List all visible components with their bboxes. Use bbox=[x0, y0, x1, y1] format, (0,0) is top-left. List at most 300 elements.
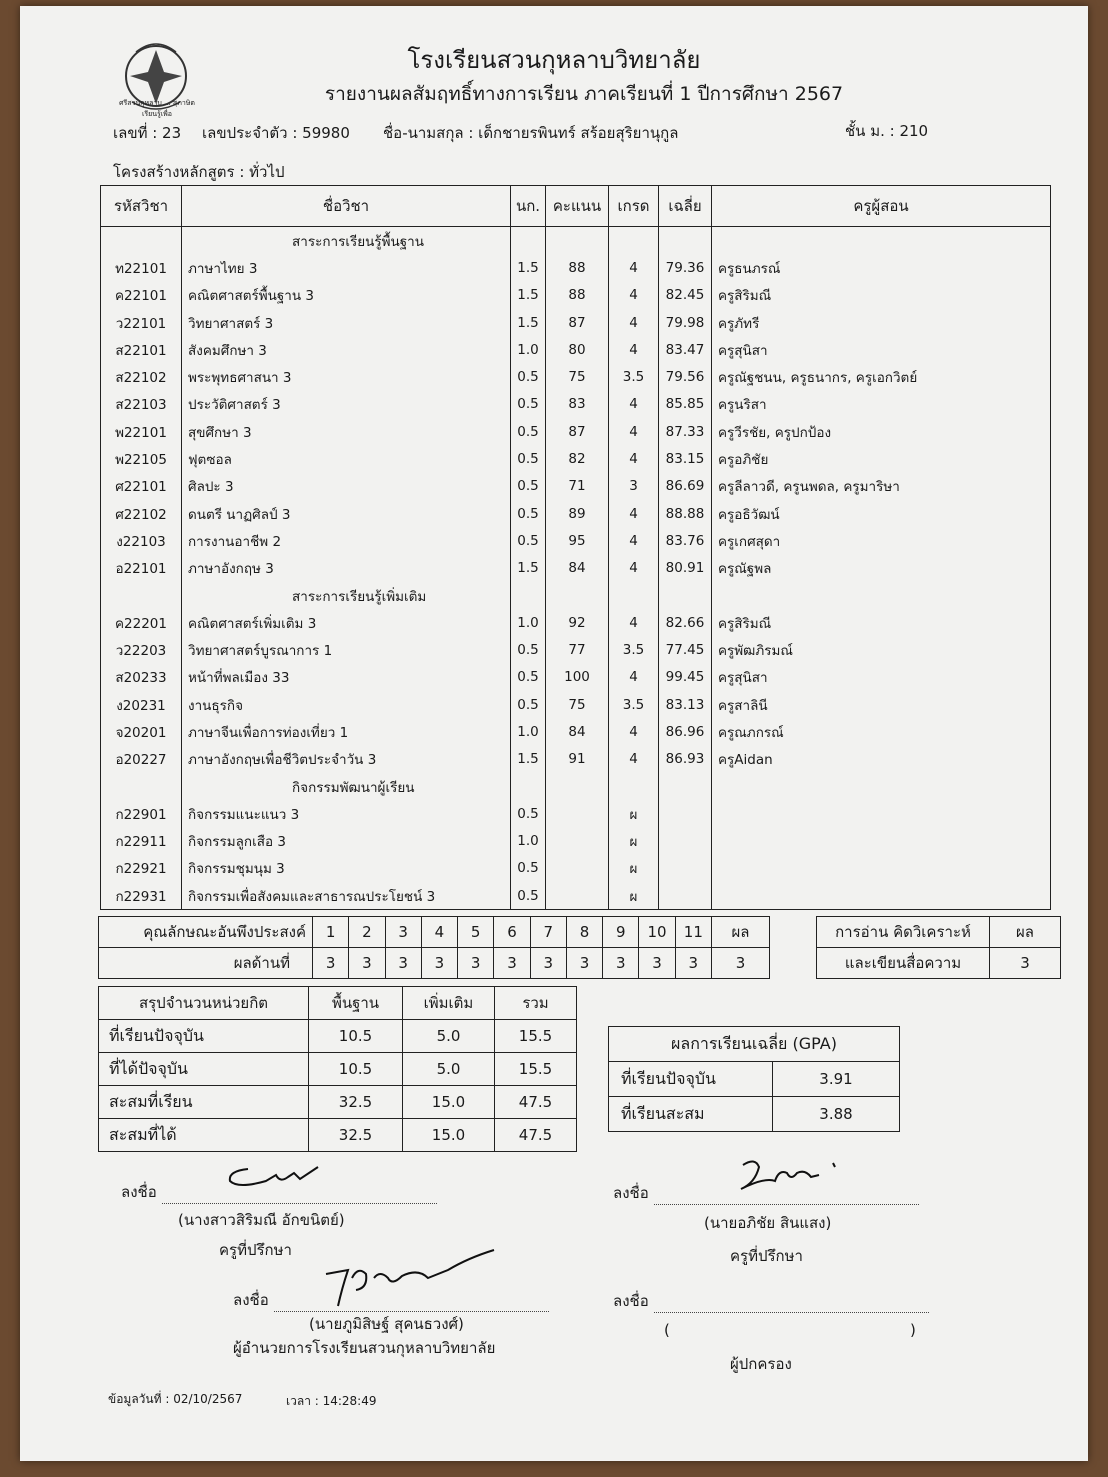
table-row bbox=[101, 363, 1051, 390]
attribute-value: 3 bbox=[313, 948, 349, 979]
credit: 0.5 bbox=[511, 418, 546, 445]
attribute-value: 3 bbox=[603, 948, 639, 979]
score: 80 bbox=[546, 336, 609, 363]
empty-cell bbox=[101, 773, 182, 800]
header-average: เฉลี่ย bbox=[659, 186, 712, 227]
score bbox=[546, 882, 609, 910]
student-class: ชั้น ม. : 210 bbox=[845, 122, 929, 140]
credits-row bbox=[99, 1086, 577, 1119]
section-row bbox=[101, 227, 1051, 255]
teacher: ครูเกศสุดา bbox=[712, 527, 1051, 554]
advisor1-name: (นางสาวสิริมณี อักขนิตย์) bbox=[178, 1211, 345, 1229]
average: 83.15 bbox=[659, 445, 712, 472]
student-id: เลขประจำตัว : 59980 bbox=[202, 124, 350, 142]
average: 77.45 bbox=[659, 636, 712, 663]
sign-label: ลงชื่อ bbox=[121, 1183, 157, 1201]
credits-value: 15.5 bbox=[495, 1020, 577, 1053]
table-row bbox=[101, 445, 1051, 472]
subject-code: ส22103 bbox=[101, 391, 182, 418]
score: 75 bbox=[546, 691, 609, 718]
average bbox=[659, 828, 712, 855]
credits-header: เพิ่มเติม bbox=[403, 987, 495, 1020]
empty-cell bbox=[511, 227, 546, 255]
average bbox=[659, 882, 712, 910]
table-row bbox=[101, 309, 1051, 336]
score: 95 bbox=[546, 527, 609, 554]
average: 79.98 bbox=[659, 309, 712, 336]
section-row bbox=[101, 582, 1051, 609]
attribute-number: 1 bbox=[313, 917, 349, 948]
subject-code: ส22101 bbox=[101, 336, 182, 363]
gpa-value: 3.88 bbox=[773, 1097, 900, 1132]
header-subject: ชื่อวิชา bbox=[182, 186, 511, 227]
grade: 4 bbox=[609, 609, 659, 636]
credits-header: รวม bbox=[495, 987, 577, 1020]
attribute-number: 7 bbox=[530, 917, 566, 948]
reading-value: 3 bbox=[990, 948, 1061, 979]
grades-body bbox=[101, 227, 1051, 910]
credit: 1.0 bbox=[511, 609, 546, 636]
credits-summary-table bbox=[98, 986, 577, 1152]
empty-cell bbox=[546, 773, 609, 800]
table-row bbox=[101, 718, 1051, 745]
subject-name: สุขศึกษา 3 bbox=[182, 418, 511, 445]
subject-code: พ22101 bbox=[101, 418, 182, 445]
credit: 1.0 bbox=[511, 336, 546, 363]
teacher: ครูณัฐพล bbox=[712, 555, 1051, 582]
score: 84 bbox=[546, 718, 609, 745]
subject-name: กิจกรรมชุมนุม 3 bbox=[182, 855, 511, 882]
table-row bbox=[101, 746, 1051, 773]
grades-header-row bbox=[101, 186, 1051, 227]
teacher bbox=[712, 828, 1051, 855]
grade: 4 bbox=[609, 418, 659, 445]
average: 87.33 bbox=[659, 418, 712, 445]
grade: 3.5 bbox=[609, 363, 659, 390]
attribute-number: 6 bbox=[494, 917, 530, 948]
credit: 0.5 bbox=[511, 855, 546, 882]
student-name: ชื่อ-นามสกุล : เด็กชายรพินทร์ สร้อยสุริยานุกูล bbox=[383, 124, 679, 142]
teacher bbox=[712, 855, 1051, 882]
subject-code: ศ22101 bbox=[101, 473, 182, 500]
teacher bbox=[712, 800, 1051, 827]
subject-name: ภาษาอังกฤษ 3 bbox=[182, 555, 511, 582]
gpa-label: ที่เรียนปัจจุบัน bbox=[609, 1062, 773, 1097]
credit: 0.5 bbox=[511, 391, 546, 418]
section-title: สาระการเรียนรู้เพิ่มเติม bbox=[182, 582, 511, 609]
table-row bbox=[101, 664, 1051, 691]
gpa-label: ที่เรียนสะสม bbox=[609, 1097, 773, 1132]
grades-table bbox=[100, 185, 1051, 910]
score: 83 bbox=[546, 391, 609, 418]
subject-name: ดนตรี นาฏศิลป์ 3 bbox=[182, 500, 511, 527]
gpa-value: 3.91 bbox=[773, 1062, 900, 1097]
score: 89 bbox=[546, 500, 609, 527]
score: 100 bbox=[546, 664, 609, 691]
subject-code: อ20227 bbox=[101, 746, 182, 773]
average: 79.56 bbox=[659, 363, 712, 390]
credits-header: พื้นฐาน bbox=[309, 987, 403, 1020]
grade: 4 bbox=[609, 664, 659, 691]
parent-role: ผู้ปกครอง bbox=[730, 1355, 792, 1373]
score bbox=[546, 800, 609, 827]
credits-value: 15.0 bbox=[403, 1119, 495, 1152]
grade: 4 bbox=[609, 282, 659, 309]
header-score: คะแนน bbox=[546, 186, 609, 227]
signature-line bbox=[654, 1312, 929, 1313]
grade: 4 bbox=[609, 746, 659, 773]
average: 83.47 bbox=[659, 336, 712, 363]
header-code: รหัสวิชา bbox=[101, 186, 182, 227]
gpa-table bbox=[608, 1026, 900, 1132]
subject-code: ส20233 bbox=[101, 664, 182, 691]
table-row bbox=[101, 527, 1051, 554]
teacher: ครูสุนิสา bbox=[712, 664, 1051, 691]
teacher: ครูภัทรี bbox=[712, 309, 1051, 336]
score: 71 bbox=[546, 473, 609, 500]
curriculum: โครงสร้างหลักสูตร : ทั่วไป bbox=[113, 163, 285, 181]
grade: 3.5 bbox=[609, 636, 659, 663]
credit: 0.5 bbox=[511, 445, 546, 472]
subject-name: คณิตศาสตร์เพิ่มเติม 3 bbox=[182, 609, 511, 636]
teacher bbox=[712, 882, 1051, 910]
score bbox=[546, 855, 609, 882]
credits-value: 32.5 bbox=[309, 1086, 403, 1119]
report-title: รายงานผลสัมฤทธิ์ทางการเรียน ภาคเรียนที่ 1 ปีการศึกษา 2567 bbox=[324, 83, 844, 105]
grade: 4 bbox=[609, 555, 659, 582]
score: 91 bbox=[546, 746, 609, 773]
attributes-label: คุณลักษณะอันพึงประสงค์ bbox=[99, 917, 313, 948]
average: 83.76 bbox=[659, 527, 712, 554]
reading-row-1 bbox=[817, 917, 1061, 948]
attribute-value: 3 bbox=[385, 948, 421, 979]
empty-cell bbox=[712, 582, 1051, 609]
grade: 3 bbox=[609, 473, 659, 500]
subject-code: จ20201 bbox=[101, 718, 182, 745]
average: 83.13 bbox=[659, 691, 712, 718]
subject-name: การงานอาชีพ 2 bbox=[182, 527, 511, 554]
subject-name: ฟุตซอล bbox=[182, 445, 511, 472]
credit: 0.5 bbox=[511, 691, 546, 718]
attribute-value: 3 bbox=[494, 948, 530, 979]
attribute-number: 11 bbox=[675, 917, 711, 948]
subject-code: ค22201 bbox=[101, 609, 182, 636]
attribute-number: 2 bbox=[349, 917, 385, 948]
subject-name: หน้าที่พลเมือง 33 bbox=[182, 664, 511, 691]
teacher: ครูสิริมณี bbox=[712, 282, 1051, 309]
advisor1-role: ครูที่ปรึกษา bbox=[219, 1241, 292, 1259]
subject-code: พ22105 bbox=[101, 445, 182, 472]
sign-label: ลงชื่อ bbox=[233, 1291, 269, 1309]
attribute-number: 4 bbox=[421, 917, 457, 948]
credit: 1.0 bbox=[511, 718, 546, 745]
average bbox=[659, 855, 712, 882]
reading-row-2 bbox=[817, 948, 1061, 979]
header-credit: นก. bbox=[511, 186, 546, 227]
teacher: ครูลีลาวดี, ครูนพดล, ครูมาริษา bbox=[712, 473, 1051, 500]
credit: 0.5 bbox=[511, 636, 546, 663]
teacher: ครูอภิชัย bbox=[712, 445, 1051, 472]
attribute-number: 5 bbox=[458, 917, 494, 948]
grade: ผ bbox=[609, 800, 659, 827]
subject-name: ประวัติศาสตร์ 3 bbox=[182, 391, 511, 418]
director-signature-icon bbox=[318, 1248, 498, 1308]
subject-name: ศิลปะ 3 bbox=[182, 473, 511, 500]
credits-row-label: ที่เรียนปัจจุบัน bbox=[99, 1020, 309, 1053]
logo-text: ศรีสวนกุหลาบ ... สุภาษิตเรียนรู้เพื่อ bbox=[119, 99, 195, 118]
subject-code: อ22101 bbox=[101, 555, 182, 582]
table-row bbox=[101, 555, 1051, 582]
credits-row-label: ที่ได้ปัจจุบัน bbox=[99, 1053, 309, 1086]
score: 84 bbox=[546, 555, 609, 582]
section-title: กิจกรรมพัฒนาผู้เรียน bbox=[182, 773, 511, 800]
director-role: ผู้อำนวยการโรงเรียนสวนกุหลาบวิทยาลัย bbox=[233, 1339, 496, 1357]
grade: 4 bbox=[609, 254, 659, 281]
grade: 4 bbox=[609, 445, 659, 472]
subject-name: พระพุทธศาสนา 3 bbox=[182, 363, 511, 390]
score bbox=[546, 828, 609, 855]
table-row bbox=[101, 391, 1051, 418]
teacher: ครูอธิวัฒน์ bbox=[712, 500, 1051, 527]
credits-row-label: สะสมที่ได้ bbox=[99, 1119, 309, 1152]
table-row bbox=[101, 828, 1051, 855]
credits-value: 32.5 bbox=[309, 1119, 403, 1152]
score: 87 bbox=[546, 309, 609, 336]
empty-cell bbox=[712, 227, 1051, 255]
gpa-row bbox=[609, 1062, 900, 1097]
table-row bbox=[101, 691, 1051, 718]
teacher: ครูสิริมณี bbox=[712, 609, 1051, 636]
empty-cell bbox=[609, 773, 659, 800]
advisor2-name: (นายอภิชัย สินแสง) bbox=[704, 1214, 832, 1232]
credit: 0.5 bbox=[511, 473, 546, 500]
table-row bbox=[101, 800, 1051, 827]
average: 86.96 bbox=[659, 718, 712, 745]
grade: 4 bbox=[609, 391, 659, 418]
reading-result-label: ผล bbox=[990, 917, 1061, 948]
table-row bbox=[101, 473, 1051, 500]
subject-name: ภาษาจีนเพื่อการท่องเที่ยว 1 bbox=[182, 718, 511, 745]
score: 77 bbox=[546, 636, 609, 663]
table-row bbox=[101, 500, 1051, 527]
credits-value: 10.5 bbox=[309, 1053, 403, 1086]
teacher: ครูสาลินี bbox=[712, 691, 1051, 718]
grade: 3.5 bbox=[609, 691, 659, 718]
empty-cell bbox=[546, 227, 609, 255]
grade: 4 bbox=[609, 309, 659, 336]
attribute-value: 3 bbox=[675, 948, 711, 979]
credits-value: 5.0 bbox=[403, 1020, 495, 1053]
score: 87 bbox=[546, 418, 609, 445]
teacher: ครูAidan bbox=[712, 746, 1051, 773]
attribute-value: 3 bbox=[458, 948, 494, 979]
attribute-number: 8 bbox=[566, 917, 602, 948]
credits-value: 5.0 bbox=[403, 1053, 495, 1086]
sign-label: ลงชื่อ bbox=[613, 1184, 649, 1202]
subject-code: ส22102 bbox=[101, 363, 182, 390]
teacher: ครูสุนิสา bbox=[712, 336, 1051, 363]
footer-date: ข้อมูลวันที่ : 02/10/2567 bbox=[108, 1392, 243, 1406]
grade: ผ bbox=[609, 882, 659, 910]
subject-code: ก22921 bbox=[101, 855, 182, 882]
average bbox=[659, 800, 712, 827]
average: 99.45 bbox=[659, 664, 712, 691]
average: 82.45 bbox=[659, 282, 712, 309]
credit: 1.0 bbox=[511, 828, 546, 855]
teacher: ครูวีรชัย, ครูปกป้อง bbox=[712, 418, 1051, 445]
credit: 0.5 bbox=[511, 882, 546, 910]
empty-cell bbox=[101, 227, 182, 255]
credit: 1.5 bbox=[511, 282, 546, 309]
empty-cell bbox=[659, 773, 712, 800]
teacher: ครูธนภรณ์ bbox=[712, 254, 1051, 281]
gpa-row bbox=[609, 1097, 900, 1132]
credits-value: 47.5 bbox=[495, 1119, 577, 1152]
subject-code: ง20231 bbox=[101, 691, 182, 718]
score: 82 bbox=[546, 445, 609, 472]
credits-value: 15.5 bbox=[495, 1053, 577, 1086]
student-no: เลขที่ : 23 bbox=[113, 124, 182, 142]
subject-code: ก22911 bbox=[101, 828, 182, 855]
score: 92 bbox=[546, 609, 609, 636]
subject-name: กิจกรรมเพื่อสังคมและสาธารณประโยชน์ 3 bbox=[182, 882, 511, 910]
average: 85.85 bbox=[659, 391, 712, 418]
gpa-title: ผลการเรียนเฉลี่ย (GPA) bbox=[609, 1027, 900, 1062]
reading-label-1: การอ่าน คิดวิเคราะห์ bbox=[817, 917, 990, 948]
school-name: โรงเรียนสวนกุหลาบวิทยาลัย bbox=[407, 46, 701, 74]
subject-code: ก22901 bbox=[101, 800, 182, 827]
header-grade: เกรด bbox=[609, 186, 659, 227]
table-row bbox=[101, 254, 1051, 281]
parent-paren-open: ( bbox=[664, 1321, 670, 1339]
empty-cell bbox=[609, 227, 659, 255]
subject-code: ง22103 bbox=[101, 527, 182, 554]
subject-code: ว22101 bbox=[101, 309, 182, 336]
grade: 4 bbox=[609, 718, 659, 745]
teacher: ครูณภกรณ์ bbox=[712, 718, 1051, 745]
average: 82.66 bbox=[659, 609, 712, 636]
credits-row bbox=[99, 1119, 577, 1152]
average: 80.91 bbox=[659, 555, 712, 582]
credits-value: 15.0 bbox=[403, 1086, 495, 1119]
grade: 4 bbox=[609, 336, 659, 363]
attribute-value: 3 bbox=[639, 948, 675, 979]
credit: 1.5 bbox=[511, 309, 546, 336]
sign-label: ลงชื่อ bbox=[613, 1292, 649, 1310]
attribute-number: 9 bbox=[603, 917, 639, 948]
subject-code: ศ22102 bbox=[101, 500, 182, 527]
grade: 4 bbox=[609, 500, 659, 527]
credit: 1.5 bbox=[511, 254, 546, 281]
credit: 1.5 bbox=[511, 746, 546, 773]
gpa-title-row bbox=[609, 1027, 900, 1062]
attribute-value: 3 bbox=[349, 948, 385, 979]
table-row bbox=[101, 609, 1051, 636]
attribute-value: 3 bbox=[421, 948, 457, 979]
teacher: ครูพัฒภิรมณ์ bbox=[712, 636, 1051, 663]
teacher: ครูนริสา bbox=[712, 391, 1051, 418]
attributes-table bbox=[98, 916, 770, 979]
credits-row bbox=[99, 1020, 577, 1053]
subject-code: ว22203 bbox=[101, 636, 182, 663]
advisor1-signature-icon bbox=[218, 1163, 328, 1193]
subject-name: คณิตศาสตร์พื้นฐาน 3 bbox=[182, 282, 511, 309]
credit: 0.5 bbox=[511, 527, 546, 554]
subject-name: วิทยาศาสตร์ 3 bbox=[182, 309, 511, 336]
credits-value: 10.5 bbox=[309, 1020, 403, 1053]
attribute-result-label: ผล bbox=[712, 917, 770, 948]
credits-value: 47.5 bbox=[495, 1086, 577, 1119]
parent-paren-close: ) bbox=[910, 1321, 916, 1339]
parent-sign bbox=[613, 1289, 929, 1313]
empty-cell bbox=[511, 773, 546, 800]
advisor2-role: ครูที่ปรึกษา bbox=[730, 1247, 803, 1265]
attribute-result-value: 3 bbox=[712, 948, 770, 979]
grade: ผ bbox=[609, 828, 659, 855]
footer-time: เวลา : 14:28:49 bbox=[286, 1394, 377, 1408]
table-row bbox=[101, 418, 1051, 445]
empty-cell bbox=[511, 582, 546, 609]
score: 88 bbox=[546, 254, 609, 281]
attribute-value: 3 bbox=[530, 948, 566, 979]
signature-line bbox=[162, 1203, 437, 1204]
attributes-value-row bbox=[99, 948, 770, 979]
attributes-number-row bbox=[99, 917, 770, 948]
average: 86.93 bbox=[659, 746, 712, 773]
credits-body bbox=[99, 987, 577, 1152]
subject-code: ก22931 bbox=[101, 882, 182, 910]
empty-cell bbox=[659, 582, 712, 609]
credit: 0.5 bbox=[511, 664, 546, 691]
empty-cell bbox=[712, 773, 1051, 800]
empty-cell bbox=[101, 582, 182, 609]
subject-code: ค22101 bbox=[101, 282, 182, 309]
advisor2-signature-icon bbox=[735, 1155, 845, 1195]
reading-label-2: และเขียนสื่อความ bbox=[817, 948, 990, 979]
header-teacher: ครูผู้สอน bbox=[712, 186, 1051, 227]
table-row bbox=[101, 882, 1051, 910]
credits-header: สรุปจำนวนหน่วยกิต bbox=[99, 987, 309, 1020]
credit: 0.5 bbox=[511, 363, 546, 390]
subject-name: กิจกรรมแนะแนว 3 bbox=[182, 800, 511, 827]
average: 86.69 bbox=[659, 473, 712, 500]
empty-cell bbox=[609, 582, 659, 609]
average: 88.88 bbox=[659, 500, 712, 527]
credit: 1.5 bbox=[511, 555, 546, 582]
signature-line bbox=[654, 1204, 919, 1205]
attribute-value: 3 bbox=[566, 948, 602, 979]
teacher: ครูณัฐชนน, ครูธนากร, ครูเอกวิตย์ bbox=[712, 363, 1051, 390]
attributes-row2-label: ผลด้านที่ bbox=[99, 948, 313, 979]
section-row bbox=[101, 773, 1051, 800]
subject-name: งานธุรกิจ bbox=[182, 691, 511, 718]
credits-row-label: สะสมที่เรียน bbox=[99, 1086, 309, 1119]
empty-cell bbox=[659, 227, 712, 255]
average: 79.36 bbox=[659, 254, 712, 281]
grade: ผ bbox=[609, 855, 659, 882]
attribute-number: 10 bbox=[639, 917, 675, 948]
credits-row bbox=[99, 1053, 577, 1086]
table-row bbox=[101, 282, 1051, 309]
subject-name: กิจกรรมลูกเสือ 3 bbox=[182, 828, 511, 855]
reading-table bbox=[816, 916, 1061, 979]
subject-name: วิทยาศาสตร์บูรณาการ 1 bbox=[182, 636, 511, 663]
credits-header-row bbox=[99, 987, 577, 1020]
section-title: สาระการเรียนรู้พื้นฐาน bbox=[182, 227, 511, 255]
subject-name: สังคมศึกษา 3 bbox=[182, 336, 511, 363]
gpa-body bbox=[609, 1062, 900, 1132]
empty-cell bbox=[546, 582, 609, 609]
